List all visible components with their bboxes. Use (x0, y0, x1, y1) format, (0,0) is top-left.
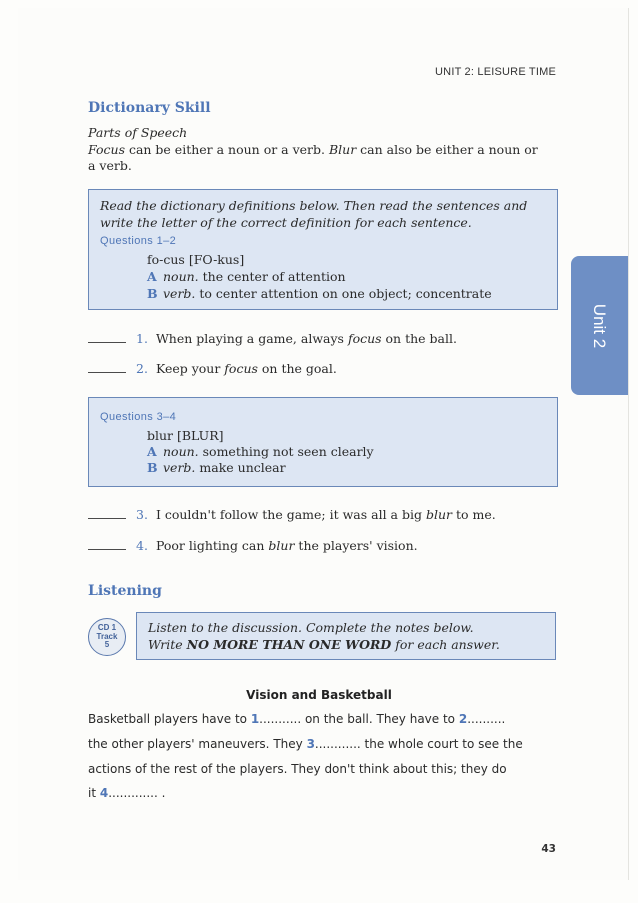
unit-header: UNIT 2: LEISURE TIME (435, 66, 556, 78)
answer-blank-1[interactable] (88, 342, 126, 343)
cd-track-icon: CD 1 Track 5 (88, 618, 126, 656)
notes-line-3: actions of the rest of the players. They don't think about this; they do (88, 762, 507, 776)
unit-tab (571, 256, 628, 395)
listening-instruction-line-1: Listen to the discussion. Complete the notes below. (148, 620, 474, 635)
box-instruction: Read the dictionary definitions below. Then read the sentences and write the letter of the correct definition for each sentence. (100, 198, 528, 230)
question-2: 2. Keep your focus on the goal. (88, 361, 337, 376)
notes-line-4: it 4............. . (88, 786, 166, 800)
notes-line-2: the other players' maneuvers. They 3............ the whole court to see the (88, 737, 523, 751)
questions-3-4-label: Questions 3–4 (100, 411, 177, 423)
listening-heading: Listening (88, 583, 162, 599)
answer-blank-2[interactable] (88, 372, 126, 373)
definition-b-focus: B verb. to center attention on one object; concentrate (147, 286, 492, 301)
page-number: 43 (541, 843, 556, 855)
definition-box-focus (88, 189, 558, 310)
definition-b-blur: B verb. make unclear (147, 460, 286, 475)
gap-3-number: 3 (306, 737, 315, 751)
answer-blank-3[interactable] (88, 518, 126, 519)
listening-instruction-box (136, 612, 556, 660)
gap-4-number: 4 (99, 786, 109, 800)
parts-of-speech-subtitle: Parts of Speech (88, 125, 188, 140)
dictionary-skill-heading: Dictionary Skill (88, 100, 211, 116)
gap-2-number: 2 (458, 712, 468, 726)
intro-line-1: Focus can be either a noun or a verb. Blur can also be either a noun or (88, 142, 538, 157)
question-4: 4. Poor lighting can blur the players' vision. (88, 538, 418, 553)
definition-box-blur (88, 397, 558, 487)
definition-a-blur: A noun. something not seen clearly (147, 444, 374, 459)
question-3: 3. I couldn't follow the game; it was all a big blur to me. (88, 507, 496, 522)
answer-blank-4[interactable] (88, 549, 126, 550)
headword-blur: blur [BLUR] (147, 428, 224, 443)
questions-1-2-label: Questions 1–2 (100, 235, 177, 247)
gap-1-number: 1 (250, 712, 260, 726)
notes-line-1: Basketball players have to 1........... on the ball. They have to 2.......... (88, 712, 506, 726)
listening-instruction-line-2: Write NO MORE THAN ONE WORD for each answer. (148, 637, 500, 652)
article-title: Vision and Basketball (246, 688, 392, 702)
headword-focus: fo-cus [FO-kus] (147, 252, 245, 267)
unit-tab-label: Unit 2 (590, 303, 610, 348)
definition-a-focus: A noun. the center of attention (147, 269, 346, 284)
intro-line-2: a verb. (88, 158, 132, 173)
question-1: 1. When playing a game, always focus on the ball. (88, 331, 457, 346)
